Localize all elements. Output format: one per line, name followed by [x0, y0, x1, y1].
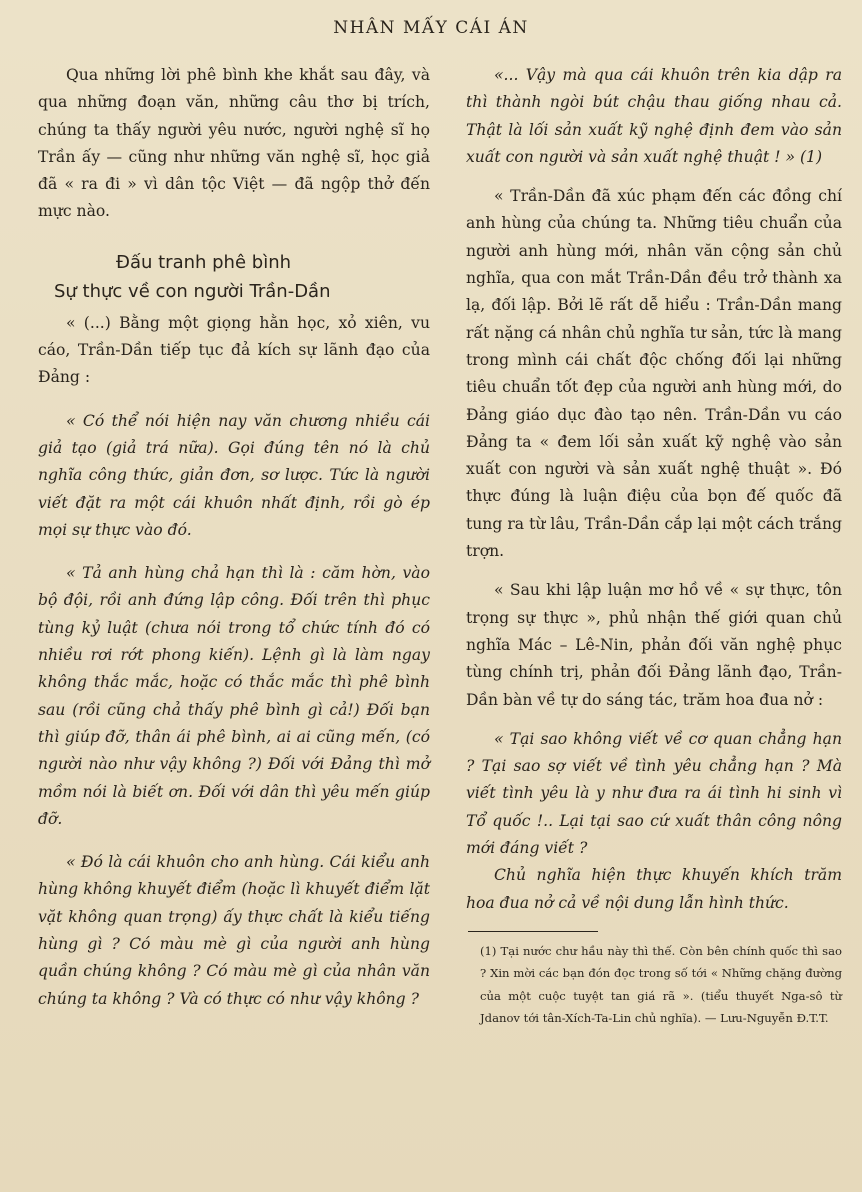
quote-paragraph: «... Vậy mà qua cái khuôn trên kia dập ra thì thành ngòi bút chậu thau giống nhau cả. Thật là lối sản xuất kỹ nghệ định đem vào sản xuất con người và sản xuất nghệ thuật ! » (1) — [466, 66, 842, 166]
quote-paragraph: « Tả anh hùng chả hạn thì là : căm hờn, vào bộ đội, rồi anh đứng lập công. Đối trên thì phục tùng kỷ luật (chưa nói trong tổ chức tính đó có nhiều rơi rớt phong kiến). Lệnh gì là làm ngay không thắc mắc, hoặc có thắc mắc thì phê bình sau (rồi cũng chả thấy phê bình gì cả!) Đối bạn thì giúp đỡ, thân ái phê bình, ai ai cũng mến, (có người nào như vậy không ?) Đối với Đảng thì mở mồm nói là biết ơn. Đối với dân thì yêu mến giúp đỡ. — [38, 564, 430, 828]
quote-paragraph: « Đó là cái khuôn cho anh hùng. Cái kiểu anh hùng không khuyết điểm (hoặc lì khuyết điểm lặt vặt không quan trọng) ấy thực chất là kiểu tiếng hùng gì ? Có màu mè gì của người anh hùng quần chúng không ? Có màu mè gì của nhân văn chúng ta không ? Và có thực có như vậy không ? — [38, 853, 430, 1008]
intro-paragraph: Qua những lời phê bình khe khắt sau đây, và qua những đoạn văn, những câu thơ bị trích, chúng ta thấy người yêu nước, người nghệ sĩ họ Trần ấy — cũng như những văn nghệ sĩ, học giả đã « ra đi » vì dân tộc Việt — đã ngộp thở đến mực nào. — [38, 66, 430, 221]
footnote-divider — [468, 931, 598, 932]
right-column — [466, 62, 842, 1030]
body-paragraph: « (...) Bằng một giọng hằn học, xỏ xiên, vu cáo, Trần-Dần tiếp tục đả kích sự lãnh đạo của Đảng : — [38, 313, 430, 387]
body-paragraph: « Sau khi lập luận mơ hồ về « sự thực, tôn trọng sự thực », phủ nhận thế giới quan chủ nghĩa Mác – Lê-Nin, phản đối văn nghệ phục tùng chính trị, phản đối Đảng lãnh đạo, Trần-Dần bàn về tự do sáng tác, trăm hoa đua nở : — [466, 581, 842, 709]
running-title: NHÂN MẤY CÁI ÁN — [333, 18, 529, 38]
section-heading-line-2: Sự thực về con người Trần-Dần — [54, 280, 331, 302]
section-heading-line-1: Đấu tranh phê bình — [116, 251, 292, 273]
quote-paragraph: Chủ nghĩa hiện thực khuyến khích trăm hoa đua nở cả về nội dung lẫn hình thức. — [466, 866, 842, 912]
quote-paragraph: « Tại sao không viết về cơ quan chẳng hạn ? Tại sao sợ viết về tình yêu chẳng hạn ? Mà viết tình yêu là y như đưa ra ái tình hi sinh vì Tổ quốc !.. Lại tại sao cứ xuất thân công nông mới đáng viết ? — [466, 729, 842, 858]
footnote-text: (1) Tại nước chư hầu này thì thế. Còn bên chính quốc thì sao ? Xin mời các bạn đón đọc trong số tới « Những chặng đường của một cuộc tuyệt tan giá rã ». (tiểu thuyết Nga-sô từ Jdanov tới tân-Xích-Ta-Lin chủ nghĩa). — Lưu-Nguyễn Đ.T.T. — [480, 943, 842, 1026]
footnote — [466, 940, 842, 1030]
body-paragraph: « Trần-Dần đã xúc phạm đến các đồng chí anh hùng của chúng ta. Những tiêu chuẩn của người anh hùng mới, nhân văn cộng sản chủ nghĩa, qua con mắt Trần-Dần đều trở thành xa lạ, đối lập. Bởi lẽ rất dễ hiểu : Trần-Dần mang rất nặng cá nhân chủ nghĩa tư sản, tức là mang trong mình cái chất độc chống đối lại những tiêu chuẩn tốt đẹp của người anh hùng mới, do Đảng giáo dục đào tạo nên. Trần-Dần vu cáo Đảng ta « đem lối sản xuất kỹ nghệ vào sản xuất con người và sản xuất nghệ thuật ». Đó thực đúng là luận điệu của bọn đế quốc đã tung ra từ lâu, Trần-Dần cắp lại một cách trắng trợn. — [466, 187, 842, 561]
quote-paragraph: « Có thể nói hiện nay văn chương nhiều cái giả tạo (giả trá nữa). Gọi đúng tên nó là chủ nghĩa công thức, giản đơn, sơ lược. Tức là người viết đặt ra một cái khuôn nhất định, rồi gò ép mọi sự thực vào đó. — [38, 411, 430, 539]
left-column — [38, 62, 430, 1013]
